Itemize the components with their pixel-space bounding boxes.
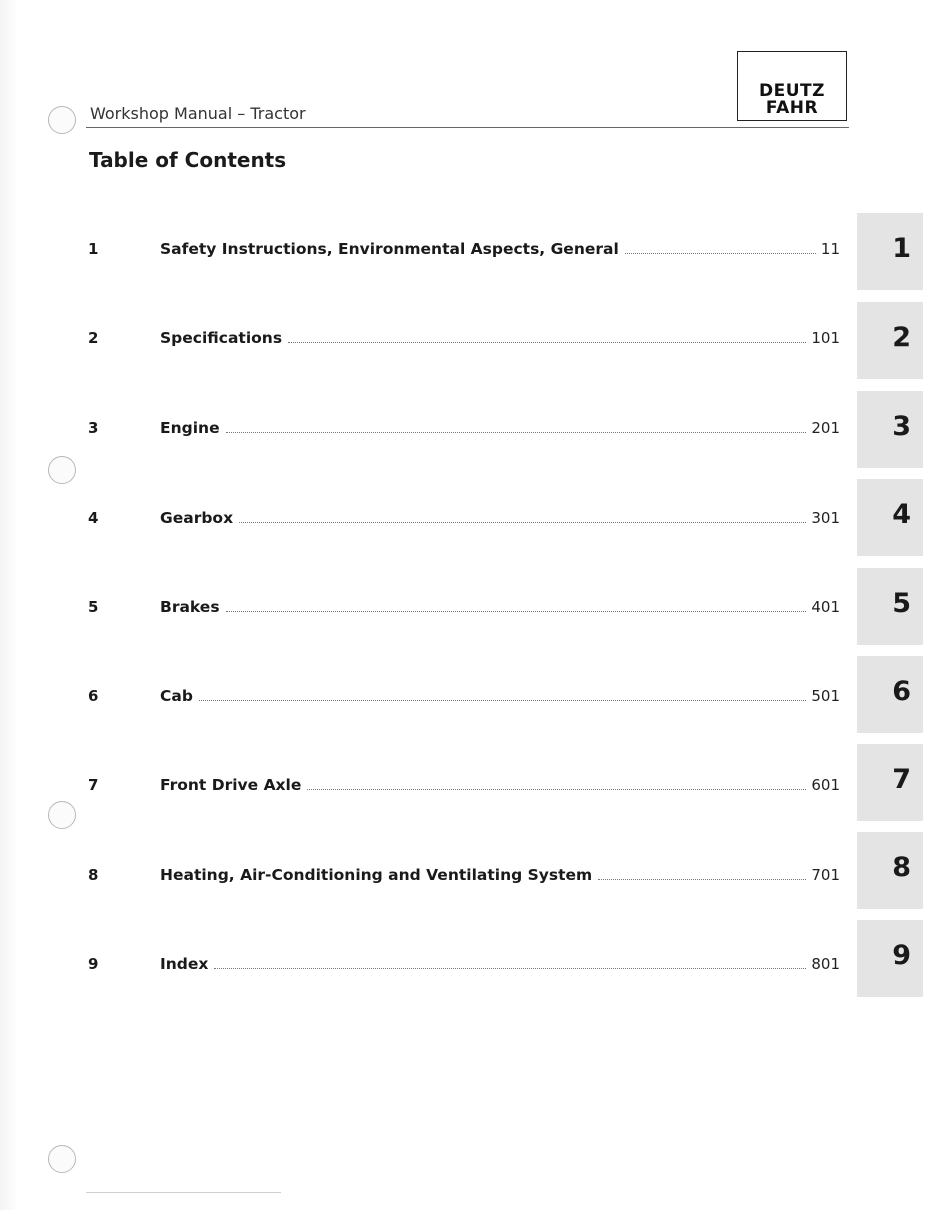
toc-number: 5 <box>88 598 99 616</box>
toc-entry[interactable] <box>88 419 840 443</box>
toc-title: Brakes <box>160 598 220 616</box>
section-tab-4[interactable] <box>857 479 923 556</box>
toc-page-number: 301 <box>811 509 840 527</box>
toc-page-number: 501 <box>811 687 840 705</box>
section-tab-label: 2 <box>892 322 911 353</box>
toc-page-number: 101 <box>811 329 840 347</box>
toc-page-number: 801 <box>811 955 840 973</box>
section-tab-label: 7 <box>892 764 911 795</box>
dot-leader <box>199 700 806 701</box>
section-tab-7[interactable] <box>857 744 923 821</box>
punch-hole <box>48 1145 76 1173</box>
toc-title: Cab <box>160 687 193 705</box>
toc-number: 7 <box>88 776 99 794</box>
toc-page-number: 201 <box>811 419 840 437</box>
page-title: Table of Contents <box>89 148 287 172</box>
dot-leader <box>226 432 807 433</box>
punch-hole <box>48 106 76 134</box>
dot-leader <box>239 522 806 523</box>
toc-entry[interactable] <box>88 955 840 979</box>
toc-title: Index <box>160 955 209 973</box>
punch-hole <box>48 456 76 484</box>
deutz-fahr-logo <box>737 51 847 121</box>
toc-title: Safety Instructions, Environmental Aspects, General <box>160 240 619 258</box>
dot-leader <box>598 879 806 880</box>
manual-title: Workshop Manual – Tractor <box>90 104 306 123</box>
section-tab-6[interactable] <box>857 656 923 733</box>
toc-number: 8 <box>88 866 99 884</box>
header-divider <box>86 127 849 128</box>
section-tab-label: 3 <box>892 411 911 442</box>
section-tab-2[interactable] <box>857 302 923 379</box>
dot-leader <box>288 342 806 343</box>
section-tab-1[interactable] <box>857 213 923 290</box>
dot-leader <box>625 253 816 254</box>
section-tab-label: 9 <box>892 940 911 971</box>
dot-leader <box>307 789 806 790</box>
toc-title: Gearbox <box>160 509 234 527</box>
toc-number: 6 <box>88 687 99 705</box>
toc-title: Heating, Air-Conditioning and Ventilating System <box>160 866 593 884</box>
toc-number: 1 <box>88 240 99 258</box>
toc-title: Front Drive Axle <box>160 776 302 794</box>
toc-number: 2 <box>88 329 99 347</box>
toc-entry[interactable] <box>88 509 840 533</box>
toc-entry[interactable] <box>88 240 840 264</box>
page-edge-shadow <box>0 0 18 1210</box>
toc-number: 4 <box>88 509 99 527</box>
punch-hole <box>48 801 76 829</box>
toc-entry[interactable] <box>88 687 840 711</box>
section-tab-3[interactable] <box>857 391 923 468</box>
section-tab-label: 1 <box>892 233 911 264</box>
section-tab-9[interactable] <box>857 920 923 997</box>
section-tab-5[interactable] <box>857 568 923 645</box>
toc-title: Specifications <box>160 329 283 347</box>
toc-title: Engine <box>160 419 220 437</box>
toc-page-number: 401 <box>811 598 840 616</box>
section-tab-label: 5 <box>892 588 911 619</box>
toc-number: 9 <box>88 955 99 973</box>
dot-leader <box>226 611 807 612</box>
toc-entry[interactable] <box>88 329 840 353</box>
footer-divider <box>86 1192 281 1193</box>
dot-leader <box>214 968 806 969</box>
section-tab-label: 8 <box>892 852 911 883</box>
toc-page-number: 11 <box>820 240 840 258</box>
toc-entry[interactable] <box>88 598 840 622</box>
toc-number: 3 <box>88 419 99 437</box>
logo-line-2: FAHR <box>765 98 819 118</box>
toc-entry[interactable] <box>88 776 840 800</box>
section-tab-label: 6 <box>892 676 911 707</box>
section-tab-label: 4 <box>892 499 911 530</box>
toc-page-number: 601 <box>811 776 840 794</box>
section-tab-8[interactable] <box>857 832 923 909</box>
toc-entry[interactable] <box>88 866 840 890</box>
logo-line-1: DEUTZ <box>759 81 825 101</box>
toc-page-number: 701 <box>811 866 840 884</box>
